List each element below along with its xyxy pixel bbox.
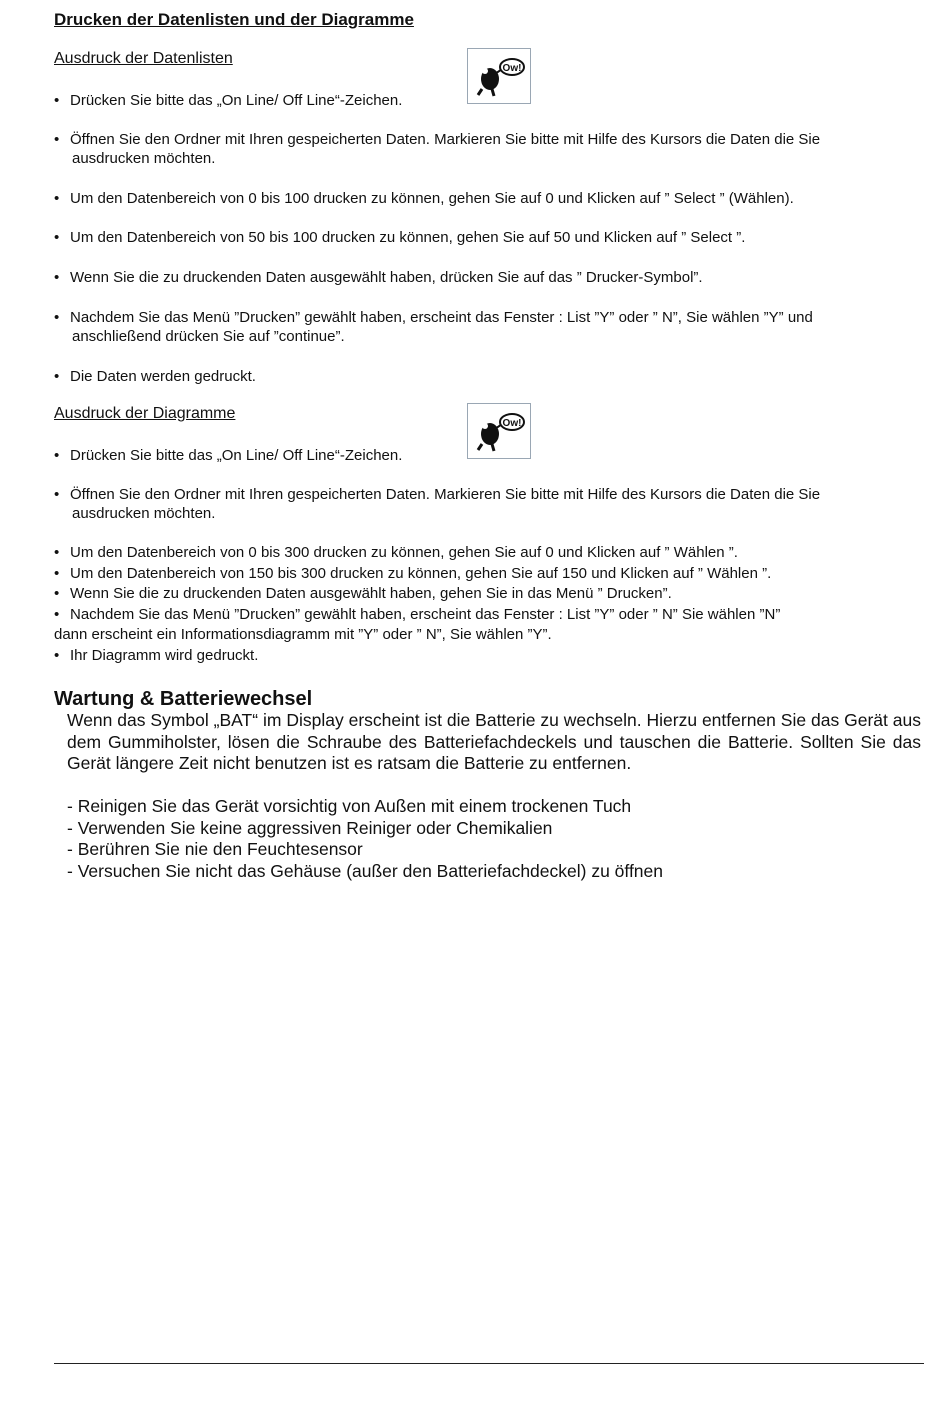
list-item: - Versuchen Sie nicht das Gehäuse (außer den Batteriefachdeckel) zu öffnen: [67, 860, 664, 881]
list-item: • Drücken Sie bitte das „On Line/ Off Line“-Zeichen.: [54, 447, 403, 464]
list-item: • Öffnen Sie den Ordner mit Ihren gespeicherten Daten. Markieren Sie bitte mit Hilfe des Kursors die Daten die Sie ausdrucken möchten.: [54, 131, 821, 167]
list-item: • Ihr Diagramm wird gedruckt.: [54, 647, 259, 664]
list-item: - Reinigen Sie das Gerät vorsichtig von Außen mit einem trockenen Tuch: [67, 796, 632, 816]
list-item: • Um den Datenbereich von 50 bis 100 drucken zu können, gehen Sie auf 50 und Klicken auf ” Select ”.: [54, 229, 746, 246]
footer-rule: [54, 1363, 924, 1364]
page-title: Drucken der Datenlisten und der Diagramme: [54, 10, 414, 29]
list-item: - Verwenden Sie keine aggressiven Reiniger oder Chemikalien: [67, 817, 553, 838]
list-item: • Die Daten werden gedruckt.: [54, 368, 256, 385]
online-offline-icon[interactable]: [467, 48, 531, 104]
list-item: - Berühren Sie nie den Feuchtesensor: [67, 839, 363, 859]
online-offline-icon[interactable]: [467, 403, 531, 459]
list-item: • Um den Datenbereich von 0 bis 300 drucken zu können, gehen Sie auf 0 und Klicken auf ” Wählen ”.: [54, 544, 738, 561]
maintenance-paragraph: Wenn das Symbol „BAT“ im Display erscheint ist die Batterie zu wechseln. Hierzu entfernen Sie das Gerät aus dem Gummiholster, lösen die Schraube des Batteriefachdeckels und tauschen die Batterie. Sollten Sie das Gerät längere Zeit nicht benutzen ist es ratsam die Batterie zu entfernen.: [67, 710, 921, 773]
list-item: • Wenn Sie die zu druckenden Daten ausgewählt haben, drücken Sie auf das ” Drucker-Symbol”.: [54, 269, 703, 286]
icon-bubble-text: Ow!: [502, 63, 522, 74]
list-item: • Nachdem Sie das Menü ”Drucken” gewählt haben, erscheint das Fenster : List ”Y” oder ” N”, Sie wählen ”Y” und anschließend drücken Sie auf ”continue”.: [54, 309, 813, 345]
list-item: • Drücken Sie bitte das „On Line/ Off Line“-Zeichen.: [54, 92, 403, 109]
maintenance-list: [67, 796, 663, 882]
list-item-continuation: dann erscheint ein Informationsdiagramm mit ”Y” oder ” N”, Sie wählen ”Y”.: [54, 626, 552, 643]
icon-bubble-text: Ow!: [502, 418, 522, 429]
list-item: • Um den Datenbereich von 0 bis 100 drucken zu können, gehen Sie auf 0 und Klicken auf ” Select ” (Wählen).: [54, 190, 794, 207]
list-item: • Um den Datenbereich von 150 bis 300 drucken zu können, gehen Sie auf 150 und Klicken auf ” Wählen ”.: [54, 565, 772, 582]
section-heading-wartung: Wartung & Batteriewechsel: [54, 688, 313, 710]
list-item: • Wenn Sie die zu druckenden Daten ausgewählt haben, gehen Sie in das Menü ” Drucken”.: [54, 585, 672, 602]
list-item: • Öffnen Sie den Ordner mit Ihren gespeicherten Daten. Markieren Sie bitte mit Hilfe des Kursors die Daten die Sie ausdrucken möchten.: [54, 486, 821, 522]
section-heading-datenlisten: Ausdruck der Datenlisten: [54, 50, 233, 67]
list-item: • Nachdem Sie das Menü ”Drucken” gewählt haben, erscheint das Fenster : List ”Y” oder ” N” Sie wählen ”N”: [54, 606, 781, 623]
section-heading-diagramme: Ausdruck der Diagramme: [54, 405, 236, 422]
